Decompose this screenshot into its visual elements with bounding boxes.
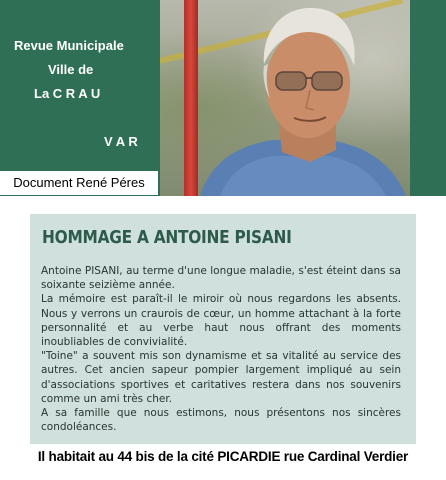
article-paragraph: "Toine" a souvent mis son dynamisme et sa vitalité au service des autres. Cet ancien sapeur pompier largement impliqué au sein d'associations sportives et caritatives restera dans nos souvenirs comme un ami très cher. xyxy=(41,350,401,405)
revue-label: Revue Municipale xyxy=(14,38,124,53)
article-title: HOMMAGE A ANTOINE PISANI xyxy=(42,228,292,248)
article-paragraph: A sa famille que nous estimons, nous présentons nos sincères condoléances. xyxy=(41,407,401,434)
portrait-photo xyxy=(160,0,410,196)
article-body xyxy=(41,264,401,434)
article-box xyxy=(30,214,416,444)
article-paragraph: Antoine PISANI, au terme d'une longue maladie, s'est éteint dans sa soixante seizième année. xyxy=(41,265,401,292)
photo-credit: Document René Péres xyxy=(0,171,158,195)
town-label: La C R A U xyxy=(34,86,101,101)
article-paragraph: La mémoire est paraît-il le miroir où nous regardons les absents. Nous y verrons un craurois de cœur, un homme attachant à la forte personnalité et au verbe haut nous offrant des moments inoubliables de convivialité. xyxy=(41,293,401,349)
address-caption: Il habitait au 44 bis de la cité PICARDIE rue Cardinal Verdier xyxy=(37,449,409,464)
ville-label: Ville de xyxy=(48,62,94,77)
department-label: V A R xyxy=(104,134,138,149)
